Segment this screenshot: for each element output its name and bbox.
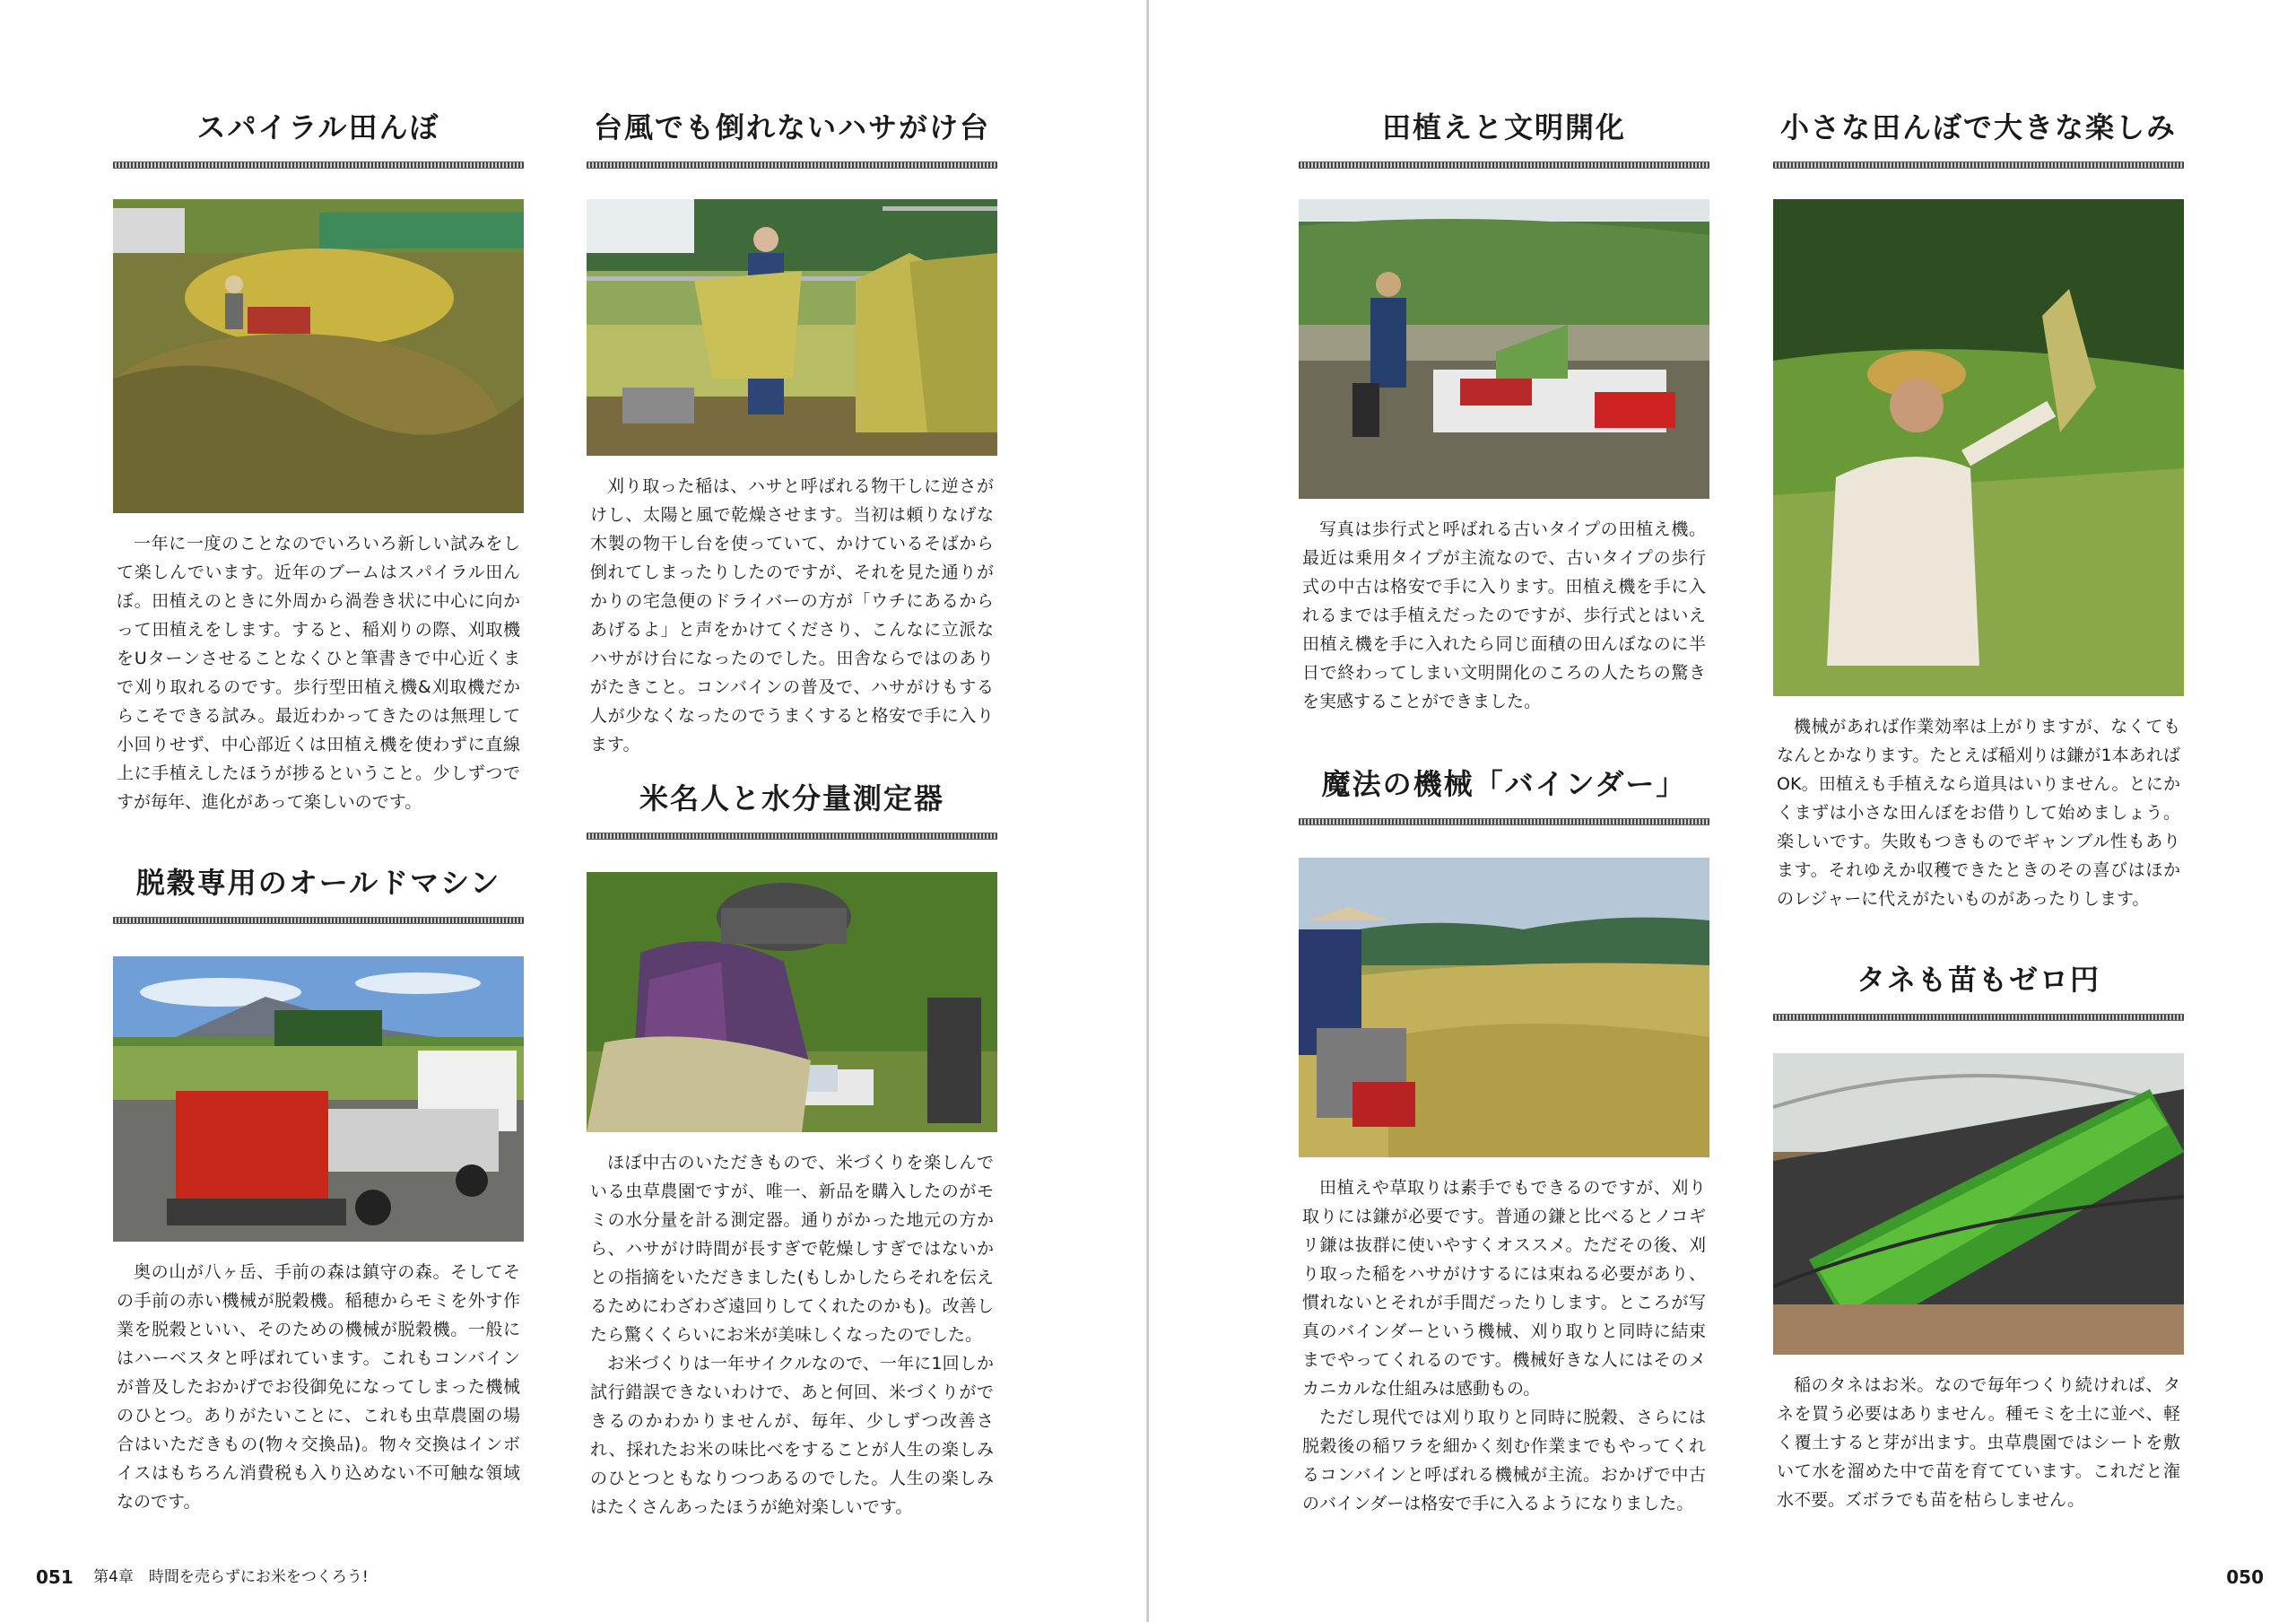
seedling-greenhouse-photo [1773,1053,2184,1355]
right-page [1149,0,2296,1622]
left-page [0,0,1147,1622]
woman-holding-rice-photo [1773,199,2184,696]
article-binder-machine [1299,763,1709,1518]
article-paragraph: ただし現代では刈り取りと同時に脱穀、さらには脱穀後の稲ワラを細かく刻む作業までもやってくれるコンバインと呼ばれる機械が主流。おかげで中古のバインダーは格安で手に入るようになりました。 [1302,1408,1706,1513]
heading-rule [113,917,524,924]
heading-rule [587,833,997,840]
binder-machine-photo [1299,858,1709,1157]
heading-rule [587,161,997,169]
article-heading: 田植えと文明開化 [1381,110,1626,144]
article-rice-planting [1299,106,1709,716]
article-paragraph: 田植えや草取りは素手でもできるのですが、刈り取りには鎌が必要です。普通の鎌と比べるとノコギリ鎌は抜群に使いやすくオススメ。ただその後、刈り取った稲をハサがけするには束ねる必要があり、慣れないとそれが手間だったりします。ところが写真のバインダーという機械、刈り取りと同時に結束までやってくれるのです。機械好きな人にはそのメカニカルな仕組みは感動もの。 [1302,1178,1706,1399]
threshing-machine-truck-photo [113,956,524,1242]
heading-rule [1299,161,1709,169]
article-body [590,1148,994,1522]
article-body [117,529,520,816]
article-body [1777,712,2180,913]
article-paragraph: 機械があれば作業効率は上がりますが、なくてもなんとかなります。たとえば稲刈りは鎌が1本あればOK。田植えも手植えなら道具はいりません。とにかくまずは小さな田んぼをお借りして始めましょう。楽しいです。失敗もつきものでギャンブル性もあります。それゆえか収穫できたときのその喜びはほかのレジャーに代えがたいものがあったりします。 [1777,717,2180,909]
page-number: 050 [2226,1566,2264,1588]
article-heading: 脱穀専用のオールドマシン [135,866,501,900]
article-moisture-meter [587,777,997,1522]
article-paragraph: 刈り取った稲は、ハサと呼ばれる物干しに逆さがけし、太陽と風で乾燥させます。当初は頼りなげな木製の物干し台を使っていて、かけているそばから倒れてしまったりしたのですが、それを見た通りがかりの宅急便のドライバーの方が「ウチにあるからあげるよ」と声をかけてくださり、こんなに立派なハサがけ台になったのでした。田舎ならではのありがたきこと。コンバインの普及で、ハサがけもする人が少なくなったのでうまくすると格安で手に入ります。 [590,476,994,754]
article-free-seeds [1773,958,2184,1514]
article-heading: 米名人と水分量測定器 [639,781,944,815]
article-heading: 台風でも倒れないハサがけ台 [593,110,990,144]
rice-planting-machine-photo [1299,199,1709,499]
article-spiral-rice-field [113,106,524,816]
heading-rule [113,161,524,169]
article-heading: タネも苗もゼロ円 [1856,963,2100,997]
article-heading: 魔法の機械「バインダー」 [1321,767,1687,801]
moisture-meter-photo [587,872,997,1132]
article-body [1302,1173,1706,1518]
article-heading: スパイラル田んぼ [196,110,440,144]
article-heading: 小さな田んぼで大きな楽しみ [1779,110,2177,144]
article-paragraph: お米づくりは一年サイクルなので、一年に1回しか試行錯誤できないわけで、あと何回、米づくりができるのかわかりませんが、毎年、少しずつ改善され、採れたお米の味比べをすることが人生の楽しみのひとつともなりつつあるのでした。人生の楽しみはたくさんあったほうが絶対楽しいです。 [590,1354,994,1517]
chapter-label: 第4章 時間を売らずにお米をつくろう! [93,1568,369,1586]
article-paragraph: 写真は歩行式と呼ばれる古いタイプの田植え機。最近は乗用タイプが主流なので、古いタイプの歩行式の中古は格安で手に入ります。田植え機を手に入れるまでは手植えだったのですが、歩行式とはいえ田植え機を手に入れたら同じ面積の田んぼなのに半日で終わってしまい文明開化のころの人たちの驚きを実感することができました。 [1302,519,1706,711]
heading-rule [1299,818,1709,825]
article-small-rice-field [1773,106,2184,913]
article-paragraph: 稲のタネはお米。なので毎年つくり続ければ、タネを買う必要はありません。種モミを土に並べ、軽く覆土すると芽が出ます。虫草農園ではシートを敷いて水を溜めた中で苗を育てています。これだと潅水不要。ズボラでも苗を枯らしません。 [1777,1375,2180,1510]
heading-rule [1773,1014,2184,1021]
article-drying-rack [587,106,997,759]
rice-drying-rack-photo [587,199,997,456]
page-number: 051 [36,1566,74,1588]
article-old-threshing-machine [113,861,524,1516]
article-paragraph: 一年に一度のことなのでいろいろ新しい試みをして楽しんでいます。近年のブームはスパイラル田んぼ。田植えのときに外周から渦巻き状に中心に向かって田植えをします。すると、稲刈りの際、刈取機をUターンさせることなくひと筆書きで中心近くまで刈り取れるのです。歩行型田植え機&刈取機だからこそできる試み。最近わかってきたのは無理して小回りせず、中心部近くは田植え機を使わずに直線上に手植えしたほうが捗るということ。少しずつですが毎年、進化があって楽しいのです。 [117,534,520,812]
article-body [1777,1371,2180,1514]
article-paragraph: ほぼ中古のいただきもので、米づくりを楽しんでいる虫草農園ですが、唯一、新品を購入したのがモミの水分量を計る測定器。通りがかった地元の方から、ハサがけ時間が長すぎで乾燥しすぎではないかとの指摘をいただきました(もしかしたらそれを伝えるためにわざわざ遠回りしてくれたのかも)。改善したら驚くくらいにお米が美味しくなったのでした。 [590,1153,994,1345]
article-body [117,1258,520,1516]
article-body [590,472,994,759]
article-body [1302,515,1706,716]
rice-harvest-field-photo [113,199,524,513]
heading-rule [1773,161,2184,169]
article-paragraph: 奥の山が八ヶ岳、手前の森は鎮守の森。そしてその手前の赤い機械が脱穀機。稲穂からモミを外す作業を脱穀といい、そのための機械が脱穀機。一般にはハーベスタと呼ばれています。これもコンバインが普及したおかげでお役御免になってしまった機械のひとつ。ありがたいことに、これも虫草農園の場合はいただきもの(物々交換品)。物々交換はインボイスはもちろん消費税も入り込めない不可触な領域なのです。 [117,1262,520,1512]
